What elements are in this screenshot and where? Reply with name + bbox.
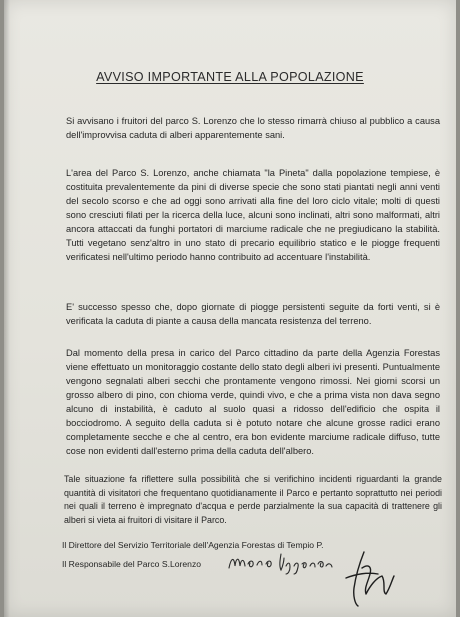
notice-title: AVVISO IMPORTANTE ALLA POPOLAZIONE: [96, 70, 364, 84]
handwritten-signature-icon: [226, 546, 334, 576]
notice-paragraph-tree-falls: E' successo spesso che, dopo giornate di piogge persistenti seguite da forti venti, si è verificata la caduta di piante a causa della mancata resistenza del terreno.: [66, 302, 440, 326]
initials-signature-icon: [342, 548, 396, 608]
paper-edge-shadow: [4, 0, 10, 617]
notice-sheet: [4, 0, 456, 617]
notice-paragraph-monitoring: Dal momento della presa in carico del Parco cittadino da parte della Agenzia Forestas viene effettuato un monitoraggio costante dello stato degli alberi ivi presenti. Puntualmente vengono segnalati alberi secchi che prontamente vengono rimossi. Nei giorni scorsi un grosso albero di pino, con chioma verde, quindi vivo, e che a prima vista non dava segno alcuno di instabilità, è caduto al suolo quasi a ridosso dell'edificio che ospita il bocciodromo. A seguito della caduta si è potuto notare che alcune grosse radici erano completamente secche e che al centro, era bon evidente marciume radicale diffuso, tutte cose non evidenti dall'esterno prima della caduta dell'albero.: [66, 348, 440, 456]
notice-paragraph-closure: Si avvisano i fruitori del parco S. Lorenzo che lo stesso rimarrà chiuso al pubblico a causa dell'improvvisa caduta di alberi apparentemente sani.: [66, 116, 440, 140]
notice-paragraph-park-description: L'area del Parco S. Lorenzo, anche chiamata "la Pineta" dalla popolazione tempiese, è costituita prevalentemente da pini di diverse specie che sono stati piantati negli anni venti del secolo scorso e che ad oggi sono arrivati alla fine del loro ciclo vitale; molti di questi sono cresciuti filati per la ricerca della luce, alcuni sono inclinati, altri sono malformati, altri ancora attaccati da funghi portatori di marciume radicale che ne pregiudicano la stabilità. Tutti vegetano senz'altro in uno stato di precario equilibrio statico e le piogge frequenti verificatesi nell'ultimo periodo hanno contribuito ad accentuare l'instabilità.: [66, 168, 440, 262]
notice-paragraph-prohibition: Tale situazione fa riflettere sulla possibilità che si verifichino incidenti riguardanti la grande quantità di visitatori che frequentano quotidianamente il Parco e pertanto soprattutto nei periodi nei quali il terreno è impregnato d'acqua e perde parzialmente la sua capacità di trattenere gli alberi si vieta ai fruitori di visitare il Parco.: [64, 474, 442, 525]
signatory-director: Il Direttore del Servizio Territoriale dell'Agenzia Forestas di Tempio P.: [62, 540, 324, 550]
signatory-park-manager: Il Responsabile del Parco S.Lorenzo: [62, 559, 202, 569]
